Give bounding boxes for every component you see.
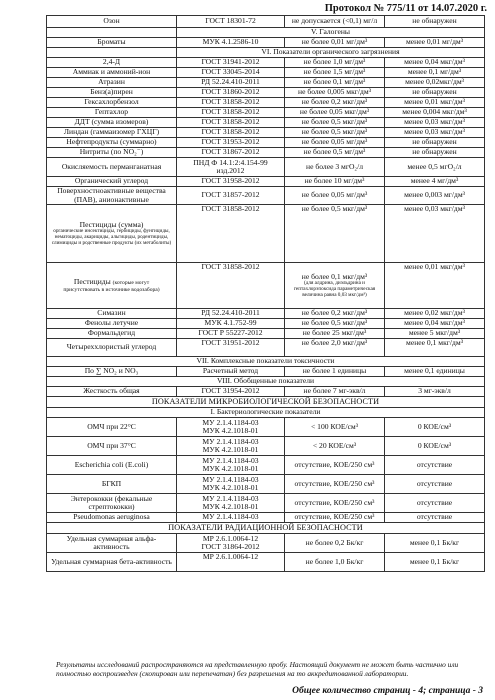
- method: ГОСТ 31953-2012: [177, 138, 285, 148]
- result: менее 0,03 мкг/дм³: [385, 205, 485, 263]
- norm: не более 0,05 мг/дм³: [285, 187, 385, 205]
- indicator-name: Гексахлорбензол: [47, 98, 177, 108]
- norm: не более 7 мг-экв/л: [285, 387, 385, 397]
- indicator-name: Нефтепродукты (суммарно): [47, 138, 177, 148]
- method: МР 2.6.1.0064-12: [202, 533, 259, 543]
- indicator-name: ДДТ (сумма изомеров): [47, 118, 177, 128]
- indicator-name: Удельная суммарная альфа-активность: [47, 534, 177, 553]
- norm: < 100 КОЕ/см³: [285, 418, 385, 437]
- result: отсутствие: [385, 494, 485, 513]
- result: менее 0,03 мкг/дм³: [385, 128, 485, 138]
- norm: не допускается (<0,1) мг/л: [285, 16, 385, 28]
- norm: не более 0,2 мкг/дм³: [285, 98, 385, 108]
- table-row: [47, 98, 485, 108]
- result: не обнаружен: [385, 148, 485, 158]
- method: ГОСТ 31858-2012: [177, 108, 285, 118]
- method: МУК 4.1.2586-10: [177, 38, 285, 48]
- section-row: [47, 48, 485, 58]
- method: ГОСТ 31954-2012: [177, 387, 285, 397]
- section-title: V. Галогены: [177, 28, 485, 38]
- table-row: [47, 339, 485, 357]
- method: РД 52.24.410-2011: [177, 309, 285, 319]
- table-row: [47, 534, 485, 553]
- method: Расчетный метод: [177, 367, 285, 377]
- norm: не более 0,005 мкг/дм³: [285, 88, 385, 98]
- indicator-name-cell: [47, 263, 177, 309]
- section-row: [47, 28, 485, 38]
- method: МУ 2.1.4.1184-03: [202, 417, 259, 427]
- table-row: [47, 187, 485, 205]
- norm: не более 0,5 мг/дм³: [285, 148, 385, 158]
- section-title: I. Бактериологические показатели: [47, 408, 485, 418]
- table-row: [47, 158, 485, 177]
- norm: не более 1,0 мг/дм³: [285, 58, 385, 68]
- indicator-name: ОМЧ при 22°С: [47, 418, 177, 437]
- result: менее 0,003 мг/дм³: [385, 187, 485, 205]
- indicator-name: По ∑ NO₂ и NO₃: [47, 367, 177, 377]
- method: МУК 4.2.1018-01: [202, 426, 259, 435]
- indicator-name: БГКП: [47, 475, 177, 494]
- method: МУК 4.1.752-99: [177, 319, 285, 329]
- table-row: [47, 329, 485, 339]
- indicator-note: (которые могут: [112, 280, 150, 287]
- norm: не более 1 единицы: [285, 367, 385, 377]
- norm: отсутствие, КОЕ/250 см³: [285, 513, 385, 523]
- method: ГОСТ 31860-2012: [177, 88, 285, 98]
- table-row: [47, 475, 485, 494]
- method: ГОСТ 31857-2012: [177, 187, 285, 205]
- norm: не более 0,5 мкг/дм³: [285, 205, 385, 263]
- method-cell: [177, 456, 285, 475]
- result: менее 0,004 мкг/дм³: [385, 108, 485, 118]
- method: ГОСТ Р 55227-2012: [177, 329, 285, 339]
- section-title: VII. Комплексные показатели токсичности: [47, 357, 485, 367]
- norm: не более 25 мкг/дм³: [285, 329, 385, 339]
- norm: не более 3 мгО₂/л: [285, 158, 385, 177]
- indicator-name: Окисляемость перманганатная: [47, 158, 177, 177]
- result: отсутствие: [385, 475, 485, 494]
- method-cell: [177, 475, 285, 494]
- result: менее 5 мкг/дм³: [385, 329, 485, 339]
- method: ГОСТ 31951-2012: [177, 339, 285, 357]
- indicator-name: Pseudomonas aeruginosa: [47, 513, 177, 523]
- table-row: [47, 309, 485, 319]
- table-row: [47, 513, 485, 523]
- indicator-name: 2,4-Д: [47, 58, 177, 68]
- method: ГОСТ 31858-2012: [177, 118, 285, 128]
- result: менее 0,1 Бк/кг: [385, 534, 485, 553]
- norm: не более 1,5 мг/дм³: [285, 68, 385, 78]
- table-row: [47, 177, 485, 187]
- method: ГОСТ 18301-72: [177, 16, 285, 28]
- indicator-name: Нитриты (по NO₂⁻): [47, 148, 177, 158]
- norm: не более 0,1 мг/дм³: [285, 78, 385, 88]
- norm: не более 0,5 мкг/дм³: [285, 128, 385, 138]
- indicator-name: Формальдегид: [47, 329, 177, 339]
- result: менее 0,1 единицы: [385, 367, 485, 377]
- method: МУК 4.2.1018-01: [202, 502, 259, 511]
- indicator-name: Удельная суммарная бета-активность: [47, 553, 177, 572]
- table-row: [47, 387, 485, 397]
- indicator-name: Броматы: [47, 38, 177, 48]
- result: отсутствие: [385, 456, 485, 475]
- result: менее 0,1 мкг/дм³: [385, 339, 485, 357]
- table-row: [47, 138, 485, 148]
- section-title: VIII. Обобщенные показатели: [47, 377, 485, 387]
- result: менее 0,04 мкг/дм³: [385, 319, 485, 329]
- indicator-name: Фенолы летучие: [47, 319, 177, 329]
- result: менее 0,03 мкг/дм³: [385, 118, 485, 128]
- indicator-name: Escherichia coli (E.coli): [47, 456, 177, 475]
- norm: отсутствие, КОЕ/250 см³: [285, 456, 385, 475]
- method: ПНД Ф 14.1:2:4.154-99 изд.2012: [177, 158, 285, 177]
- section-row: [47, 523, 485, 534]
- indicator-name: Органический углерод: [47, 177, 177, 187]
- protocol-title: Протокол № 775/11 от 14.07.2020 г.: [324, 3, 487, 14]
- method: МУ 2.1.4.1184-03: [202, 436, 259, 446]
- norm-note: (для алдрина, диэльдрина и гептахлорэпоксида параметрическая величина равна 0,03 мкг/дм³): [293, 280, 376, 298]
- norm: не более 2,0 мкг/дм³: [285, 339, 385, 357]
- disclaimer-note: Результаты исследований распространяются на представленную пробу. Настоящий документ не может быть частично или полностью воспроизведен (скопирован или перепечатан) без разрешения на то аккредитованной лаборатории.: [56, 660, 459, 678]
- table-row: [47, 437, 485, 456]
- result: менее 4 мг/дм³: [385, 177, 485, 187]
- table-row: [47, 367, 485, 377]
- result: отсутствие: [385, 513, 485, 523]
- result: менее 0,02мкг/дм³: [385, 78, 485, 88]
- result: менее 0,01 мкг/дм³: [385, 98, 485, 108]
- table-row: [47, 205, 485, 263]
- norm: отсутствие, КОЕ/250 см³: [285, 494, 385, 513]
- norm: не более 0,2 мкг/дм³: [285, 309, 385, 319]
- table-row: [47, 38, 485, 48]
- result: менее 0,1 мг/дм³: [385, 68, 485, 78]
- method: ГОСТ 31858-2012: [177, 128, 285, 138]
- indicator-name: Энтерококки (фекальные стрептококки): [47, 494, 177, 513]
- table-row: [47, 128, 485, 138]
- section-row: [47, 357, 485, 367]
- result: не обнаружен: [385, 138, 485, 148]
- indicator-name-cell: [47, 205, 177, 263]
- table-row: [47, 319, 485, 329]
- method: РД 52.24.410-2011: [177, 78, 285, 88]
- norm: не более 0,05 мг/дм³: [285, 138, 385, 148]
- norm: не более 0,01 мг/дм³: [285, 38, 385, 48]
- table-row: [47, 108, 485, 118]
- norm: не более 0,05 мкг/дм³: [285, 108, 385, 118]
- table-row: [47, 68, 485, 78]
- result: менее 0,01 мг/дм³: [385, 38, 485, 48]
- method-cell: [177, 437, 285, 456]
- method: МУК 4.2.1018-01: [202, 445, 259, 454]
- indicator-name: Жесткость общая: [47, 387, 177, 397]
- indicator-note: органические инсектициды, гербициды, фунгициды, нематоциды, акарициды, альгициды, родентициды, слимициды и родственные продукты (их метаболиты): [51, 228, 172, 246]
- method: МУК 4.2.1018-01: [202, 483, 259, 492]
- norm: не более 0,2 Бк/кг: [285, 534, 385, 553]
- indicator-name: Пестициды (сумма): [79, 219, 144, 229]
- table-row: [47, 418, 485, 437]
- norm-cell: [285, 263, 385, 309]
- indicator-name: Поверхностноактивные вещества (ПАВ), анионактивные: [47, 187, 177, 205]
- indicator-name: Озон: [47, 16, 177, 28]
- method: МР 2.6.1.0064-12: [177, 553, 285, 572]
- result: 0 КОЕ/см³: [385, 418, 485, 437]
- table-row: [47, 456, 485, 475]
- method: МУ 2.1.4.1184-03: [202, 455, 259, 465]
- norm: не более 0,5 мкг/дм³: [285, 118, 385, 128]
- table-row: [47, 494, 485, 513]
- norm: не более 0,5 мкг/дм³: [285, 319, 385, 329]
- result: менее 0,04 мкг/дм³: [385, 58, 485, 68]
- method: МУК 4.2.1018-01: [202, 464, 259, 473]
- method: ГОСТ 31867-2012: [177, 148, 285, 158]
- indicator-note: присутствовать в источнике водозабора): [63, 286, 160, 293]
- table-row: [47, 88, 485, 98]
- norm: не более 1,0 Бк/кг: [285, 553, 385, 572]
- indicator-name: Четыреххлористый углерод: [47, 339, 177, 357]
- result: менее 0,1 Бк/кг: [385, 553, 485, 572]
- result: не обнаружен: [385, 88, 485, 98]
- method-cell: [177, 534, 285, 553]
- method: ГОСТ 31864-2012: [201, 542, 260, 551]
- norm: не более 0,1 мкг/дм³: [301, 271, 368, 281]
- indicator-name: Атразин: [47, 78, 177, 88]
- method: ГОСТ 33045-2014: [177, 68, 285, 78]
- norm: не более 10 мг/дм³: [285, 177, 385, 187]
- result: менее 0,5 мгО₂/л: [385, 158, 485, 177]
- norm: < 20 КОЕ/см³: [285, 437, 385, 456]
- indicator-name: Гептахлор: [47, 108, 177, 118]
- method: ГОСТ 31958-2012: [177, 177, 285, 187]
- section-cell-empty: [47, 48, 177, 58]
- indicator-name: Линдан (гаммаизомер ГХЦГ): [47, 128, 177, 138]
- page-counter: Общее количество страниц - 4; страница - 3: [292, 686, 483, 696]
- table-row: [47, 16, 485, 28]
- method: МУ 2.1.4.1184-03: [202, 493, 259, 503]
- section-row: [47, 397, 485, 408]
- method-cell: [177, 418, 285, 437]
- table-row: [47, 263, 485, 309]
- results-table: [46, 15, 485, 572]
- result: 3 мг-экв/л: [385, 387, 485, 397]
- norm: отсутствие, КОЕ/250 см³: [285, 475, 385, 494]
- method: ГОСТ 31858-2012: [177, 263, 285, 309]
- table-row: [47, 118, 485, 128]
- indicator-name: Пестициды: [73, 277, 111, 287]
- section-title: ПОКАЗАТЕЛИ МИКРОБИОЛОГИЧЕСКОЙ БЕЗОПАСНОСТИ: [47, 397, 485, 408]
- result: менее 0,01 мкг/дм³: [385, 263, 485, 309]
- method-cell: [177, 494, 285, 513]
- method: ГОСТ 31858-2012: [177, 98, 285, 108]
- indicator-name: ОМЧ при 37°С: [47, 437, 177, 456]
- method: ГОСТ 31941-2012: [177, 58, 285, 68]
- section-title: VI. Показатели органического загрязнения: [177, 48, 485, 58]
- indicator-name: Аммиак и аммоний-ион: [47, 68, 177, 78]
- result: не обнаружен: [385, 16, 485, 28]
- method: МУ 2.1.4.1184-03: [177, 513, 285, 523]
- method: ГОСТ 31858-2012: [177, 205, 285, 263]
- method: МУ 2.1.4.1184-03: [202, 474, 259, 484]
- section-title: ПОКАЗАТЕЛИ РАДИАЦИОННОЙ БЕЗОПАСНОСТИ: [47, 523, 485, 534]
- indicator-name: Симазин: [47, 309, 177, 319]
- indicator-name: Бенз(а)пирен: [47, 88, 177, 98]
- table-row: [47, 148, 485, 158]
- result: менее 0,02 мкг/дм³: [385, 309, 485, 319]
- result: 0 КОЕ/см³: [385, 437, 485, 456]
- section-row: [47, 377, 485, 387]
- table-row: [47, 78, 485, 88]
- section-cell-empty: [47, 28, 177, 38]
- table-row: [47, 553, 485, 572]
- section-row: [47, 408, 485, 418]
- table-row: [47, 58, 485, 68]
